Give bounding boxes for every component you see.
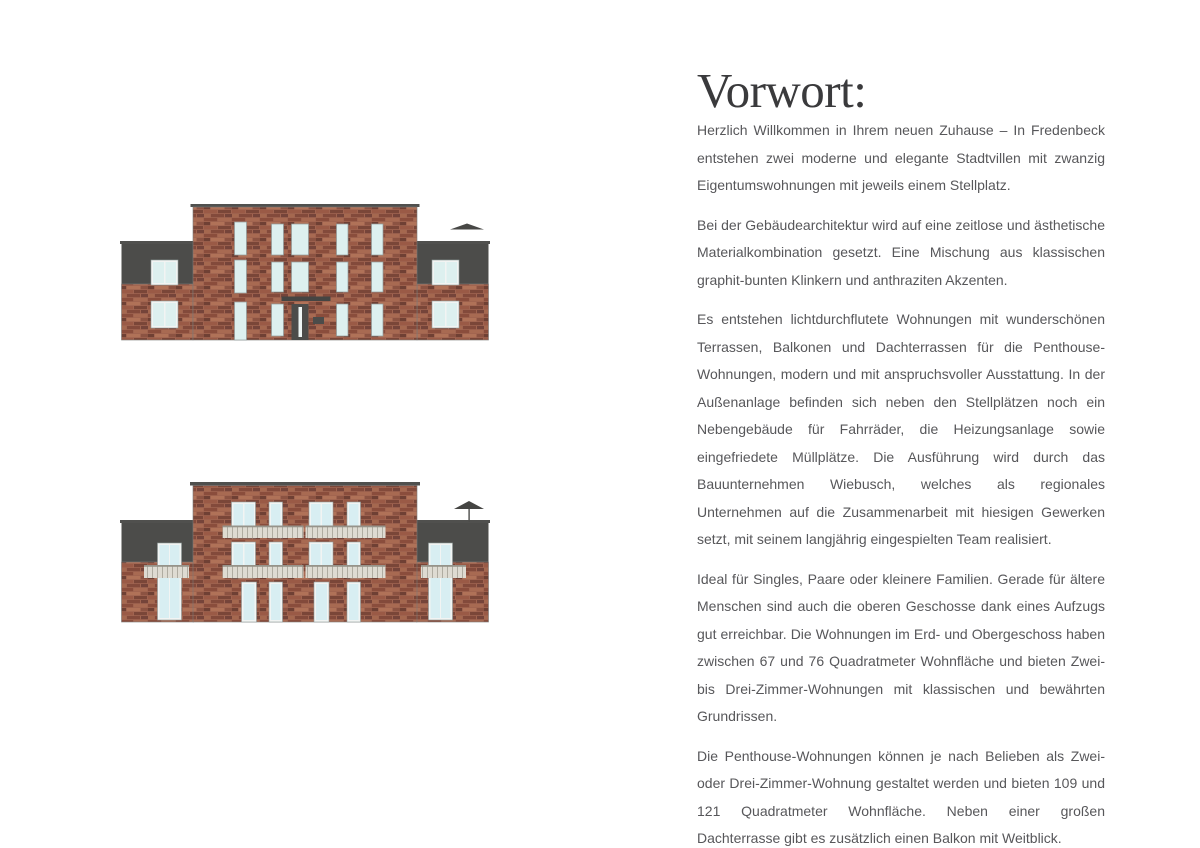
rear-elevation-drawing	[120, 476, 490, 633]
parasol-icon	[450, 224, 484, 230]
wing-balcony-railing	[421, 565, 466, 578]
stairwell-windows	[235, 222, 247, 340]
paragraph-target-group: Ideal für Singles, Paare oder kleinere Familien. Gerade für ältere Menschen sind auch die oberen Geschosse dank eines Aufzugs gut erreichbar. Die Wohnungen im Erd- und Obergeschoss haben zwischen 67 und 76 Quadratmeter Wohnfläche und bieten Zwei-bis Drei-Zimmer-Wohnungen mit klassischen und bewährten Grundrissen.	[697, 570, 1105, 724]
front-center-block	[191, 204, 420, 340]
front-left-wing	[120, 241, 196, 340]
paragraph-architecture: Bei der Gebäudearchitektur wird auf eine zeitlose und ästhetische Materialkombination gesetzt. Eine Mischung aus klassischen graphit-bunten Klinkern und anthraziten Akzenten.	[697, 216, 1105, 288]
parasol-icon	[454, 501, 484, 522]
wing-window-lower	[151, 301, 178, 328]
paragraph-penthouse: Die Penthouse-Wohnungen können je nach Belieben als Zwei- oder Drei-Zimmer-Wohnung gestaltet werden und bieten 109 und 121 Quadratmeter Wohnfläche. Neben einer großen Dachterrasse gibt es zusätzlich einen Balkon mit Weitblick.	[697, 747, 1105, 846]
wing-glass-door	[158, 543, 182, 620]
front-elevation-drawing	[120, 202, 490, 353]
wing-balcony-railing	[144, 565, 189, 578]
wing-window-upper	[432, 260, 459, 285]
page-title: Vorwort:	[697, 63, 867, 118]
rear-right-wing	[414, 520, 490, 622]
front-right-wing	[415, 241, 491, 340]
rear-left-wing	[120, 520, 196, 622]
wing-window-lower	[432, 301, 459, 328]
paragraph-features: Es entstehen lichtdurchflutete Wohnungen mit wunderschönen Terrassen, Balkonen und Dachterrassen für die Penthouse-Wohnungen, modern und mit anspruchsvoller Ausstattung. In der Außenanlage befinden sich neben den Stellplätzen noch ein Nebengebäude für Fahrräder, die Heizungsanlage sowie eingefriedete Müllplätze. Die Ausführung wird durch das Bauunternehmen Wiebusch, welches als regionales Unternehmen auf die Zusammenarbeit mit hiesigen Gewerken setzt, mit seinem langjährig eingespielten Team realisiert.	[697, 311, 1105, 547]
wing-window-upper	[151, 260, 178, 285]
paragraph-welcome: Herzlich Willkommen in Ihrem neuen Zuhause – In Fredenbeck entstehen zwei moderne und elegante Stadtvillen mit zwanzig Eigentumswohnungen mit jeweils einem Stellplatz.	[697, 122, 1105, 193]
wing-glass-door	[429, 543, 453, 620]
rear-center-block	[190, 482, 420, 622]
vorwort-section	[697, 117, 1105, 848]
